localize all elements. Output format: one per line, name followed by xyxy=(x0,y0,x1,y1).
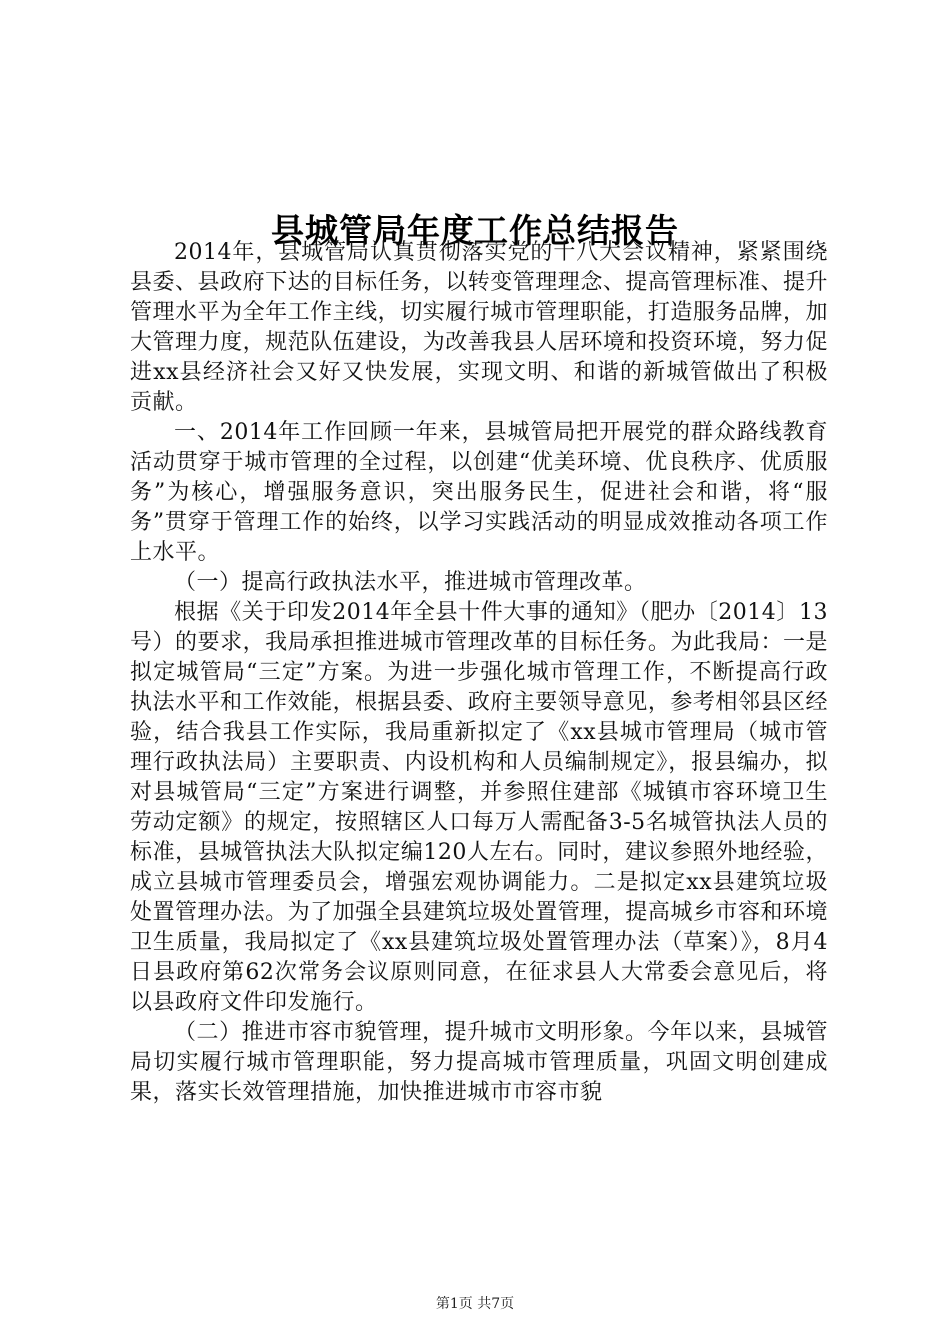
document-body xyxy=(130,238,828,1108)
paragraph-section-one: 一、2014年工作回顾一年来，县城管局把开展党的群众路线教育活动贯穿于城市管理的全过程，以创建“优美环境、优良秩序、优质服务”为核心，增强服务意识，突出服务民生，促进社会和谐，将“服务”贯穿于管理工作的始终，以学习实践活动的明显成效推动各项工作上水平。 xyxy=(130,420,828,565)
page-number: 第1页 共7页 xyxy=(435,1296,515,1312)
paragraph-reform-details: 根据《关于印发2014年全县十件大事的通知》（肥办〔2014〕13号）的要求，我局承担推进城市管理改革的目标任务。为此我局：一是拟定城管局“三定”方案。为进一步强化城市管理工作，不断提高行政执法水平和工作效能，根据县委、政府主要领导意见，参考相邻县区经验，结合我县工作实际，我局重新拟定了《xx县城市管理局（城市管理行政执法局）主要职责、内设机构和人员编制规定》，报县编办，拟对县城管局“三定”方案进行调整，并参照住建部《城镇市容环境卫生劳动定额》的规定，按照辖区人口每万人需配备3-5名城管执法人员的标准，县城管执法大队拟定编120人左右。同时，建议参照外地经验，成立县城市管理委员会，增强宏观协调能力。二是拟定xx县建筑垃圾处置管理办法。为了加强全县建筑垃圾处置管理，提高城乡市容和环境卫生质量，我局拟定了《xx县建筑垃圾处置管理办法（草案）》，8月4日县政府第62次常务会议原则同意，在征求县人大常委会意见后，将以县政府文件印发施行。 xyxy=(130,600,828,1015)
paragraph-intro: 2014年，县城管局认真贯彻落实党的十八大会议精神，紧紧围绕县委、县政府下达的目标任务，以转变管理理念、提高管理标准、提升管理水平为全年工作主线，切实履行城市管理职能，打造服务品牌，加大管理力度，规范队伍建设，为改善我县人居环境和投资环境，努力促进xx县经济社会又好又快发展，实现文明、和谐的新城管做出了积极贡献。 xyxy=(130,240,828,415)
document-title: 县城管局年度工作总结报告 xyxy=(271,211,679,251)
paragraph-subheading-two: （二）推进市容市貌管理，提升城市文明形象。今年以来，县城管局切实履行城市管理职能，努力提高城市管理质量，巩固文明创建成果，落实长效管理措施，加快推进城市市容市貌 xyxy=(130,1020,828,1105)
paragraph-subheading-one: （一）提高行政执法水平，推进城市管理改革。 xyxy=(174,570,647,595)
